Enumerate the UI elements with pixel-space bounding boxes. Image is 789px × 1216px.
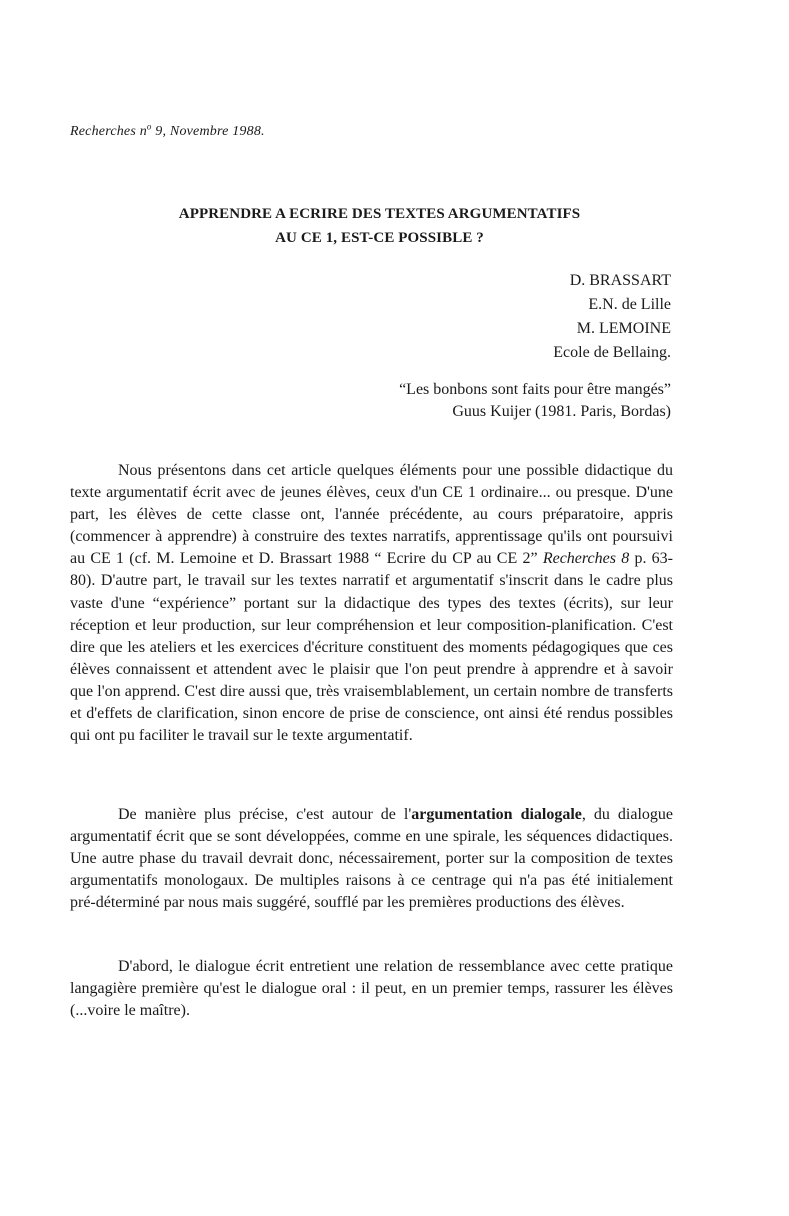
- article-title-line-2: AU CE 1, EST-CE POSSIBLE ?: [275, 230, 484, 246]
- paragraph-2: [70, 804, 673, 914]
- epigraph-quote: “Les bonbons sont faits pour être mangés”: [399, 381, 671, 398]
- number-superscript: o: [146, 121, 152, 132]
- article-title-line-1: APPRENDRE A ECRIRE DES TEXTES ARGUMENTATIFS: [178, 206, 581, 222]
- epigraph: [399, 379, 671, 423]
- issue-date: 9, Novembre 1988.: [151, 124, 265, 139]
- paragraph-2-text-b: , du dialogue argumentatif écrit que se sont développées, comme en une spirale, les séquences didactiques. Une autre phase du travail devrait donc, nécessairement, porter sur la composition de textes argumentatifs monologaux. De multiples raisons à ce centrage qui n'a pas été initialement pré-déterminé par nous mais suggéré, soufflé par les premières productions des élèves.: [70, 806, 674, 912]
- author-affiliation-1: E.N. de Lille: [588, 296, 671, 313]
- epigraph-source: Guus Kuijer (1981. Paris, Bordas): [452, 403, 671, 420]
- paragraph-3: D'abord, le dialogue écrit entretient une relation de ressemblance avec cette pratique langagière première qu'est le dialogue oral : il peut, en un premier temps, rassurer les élèves (...voire le maître).: [70, 958, 673, 1020]
- paragraph-1: [70, 460, 673, 747]
- journal-header: [70, 121, 265, 140]
- journal-name: Recherches n: [70, 124, 147, 139]
- paragraph-2-text-a: De manière plus précise, c'est autour de l': [118, 806, 412, 823]
- paragraph-1-citation: Recherches 8: [542, 550, 630, 568]
- paragraph-1-text-a: Nous présentons dans cet article quelques éléments pour une possible didactique du texte argumentatif écrit avec de jeunes élèves, ceux d'un CE 1 ordinaire... ou presque. D'une part, les élèves de cette classe ont, l'année précédente, au cours préparatoire, appris (commencer à apprendre) à construire des textes narratifs, apprentissage qu'ils ont poursuivi au CE 1 (cf. M. Lemoine et D. Brassart 1988 “ Ecrire du CP au CE 2”: [70, 462, 673, 568]
- author-name-1: D. BRASSART: [569, 272, 671, 289]
- author-name-2: M. LEMOINE: [576, 320, 671, 337]
- paragraph-2-emphasis: argumentation dialogale: [411, 806, 582, 823]
- authors-block: [553, 269, 671, 365]
- author-affiliation-2: Ecole de Bellaing.: [553, 344, 671, 361]
- paragraph-1-text-b: p. 63-80). D'autre part, le travail sur les textes narratif et argumentatif s'inscrit dans le cadre plus vaste d'une “expérience” portant sur la didactique des types des textes (écrits), sur leur réception et leur production, sur leur compréhension et leur composition-planification. C'est dire que les ateliers et les exercices d'écriture constituent des moments pédagogiques que ces élèves connaissent et attendent avec le plaisir que l'on peut prendre à apprendre et à savoir que l'on apprend. C'est dire aussi que, très vraisemblablement, un certain nombre de transferts et d'effets de clarification, sinon encore de prise de conscience, ont ainsi été rendus possibles qui ont pu faciliter le travail sur le texte argumentatif.: [70, 550, 674, 745]
